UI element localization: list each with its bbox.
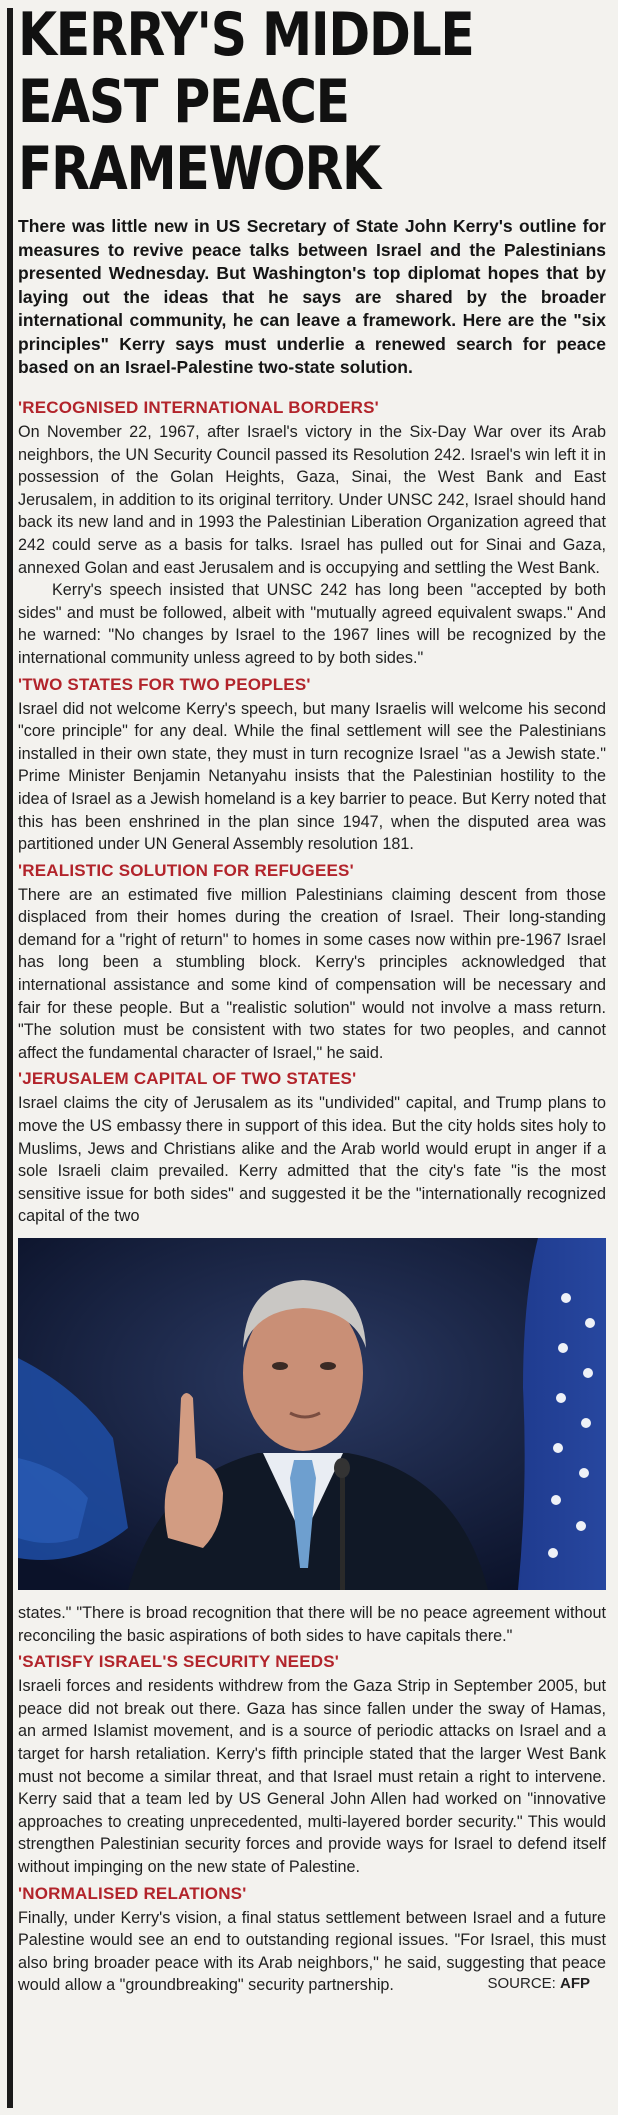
section-heading-jerusalem: 'JERUSALEM CAPITAL OF TWO STATES': [18, 1069, 357, 1089]
article-content: [18, 0, 606, 2017]
section-refugees-paragraph: There are an estimated five million Palestinians claiming descent from those displaced from their homes during the creation of Israel. Their long-standing demand for a "right of return" to homes in some cases now within pre-1967 Israel has long been a stumbling block. Kerry's principles acknowledged that international assistance and some kind of compensation will be necessary and fair for these people. But a "realistic solution" would not involve a mass return. "The solution must be consistent with two states for two peoples, and cannot affect the fundamental character of Israel," he said.: [18, 885, 606, 1062]
section-heading-security: 'SATISFY ISRAEL'S SECURITY NEEDS': [18, 1652, 340, 1672]
section-normalised-paragraph: Finally, under Kerry's vision, a final status settlement between Israel and a future Palestine would see an end to outstanding regional issues. "For Israel, this must also bring broader peace with its Arab neighbors," he said, suggesting that peace would allow a "groundbreaking" security partnership.: [18, 1908, 606, 1995]
section-heading-normalised: 'NORMALISED RELATIONS': [18, 1883, 247, 1903]
section-borders-paragraph-1: On November 22, 1967, after Israel's victory in the Six-Day War over its Arab neighbors, the UN Security Council passed its Resolution 242. Israel's win left it in possession of the Golan Heights, Gaza, Sinai, the West Bank and East Jerusalem, in addition to its original territory. Under UNSC 242, Israel should hand back its new land and in 1993 the Palestinian Liberation Organization agreed that 242 could serve as a basis for talks. Israel has pulled out for Sinai and Gaza, annexed Golan and east Jerusalem and is occupying and settling the West Bank.: [18, 423, 606, 577]
left-column-rule: [7, 8, 13, 2108]
source-credit: SOURCE: AFP: [487, 1974, 590, 1992]
kerry-photo-illustration: [18, 1238, 606, 1590]
kerry-photo: [18, 1238, 606, 1590]
section-security-paragraph: Israeli forces and residents withdrew from the Gaza Strip in September 2005, but peace did not break out there. Gaza has since fallen under the sway of Hamas, an armed Islamist movement, and is a source of periodic attacks on Israel and a target for harsh retaliation. Kerry's fifth principle stated that the larger West Bank must not become a similar threat, and that Israel must retain a right to intervene. Kerry said that a team led by US General John Allen had worked on "innovative approaches to creating unprecedented, multi-layered border security." This would strengthen Palestinian security forces and provide ways for Israel to defend itself without impinging on the new state of Palestine.: [18, 1677, 606, 1876]
section-heading-borders: 'RECOGNISED INTERNATIONAL BORDERS': [18, 398, 379, 417]
section-jerusalem-paragraph-1: Israel claims the city of Jerusalem as its "undivided" capital, and Trump plans to move the US embassy there in support of this idea. But the city holds sites holy to Muslims, Jews and Christians alike and the Arab world would erupt in anger if a sole Israeli claim prevailed. Kerry admitted that the city's fate "is the most sensitive issue for both sides" and suggested it be the "internationally recognized capital of the two: [18, 1094, 606, 1226]
intro-paragraph: There was little new in US Secretary of State John Kerry's outline for measures to revive peace talks between Israel and the Palestinians presented Wednesday. But Washington's top diplomat hopes that by laying out the ideas that he says are shared by the broader international community, he can leave a framework. Here are the "six principles" Kerry says must underlie a renewed search for peace based on an Israel-Palestine two-state solution.: [18, 216, 606, 377]
section-heading-two-states: 'TWO STATES FOR TWO PEOPLES': [18, 674, 311, 694]
section-two-states-paragraph: Israel did not welcome Kerry's speech, but many Israelis will welcome his second "core principle" for any deal. While the final settlement will see the Palestinians installed in their own state, they must in turn recognize Israel "as a Jewish state." Prime Minister Benjamin Netanyahu insists that the Palestinian hostility to the idea of Israel as a Jewish homeland is a key barrier to peace. But Kerry noted that this has been enshrined in the plan since 1947, when the disputed area was partitioned under UN General Assembly resolution 181.: [18, 699, 606, 854]
source-row: [18, 1974, 606, 2017]
section-heading-refugees: 'REALISTIC SOLUTION FOR REFUGEES': [18, 860, 354, 880]
section-jerusalem-paragraph-2: states." "There is broad recognition that there will be no peace agreement without reconciling the basic aspirations of both sides to have capitals there.": [18, 1604, 606, 1645]
headline: KERRY'S MIDDLE EAST PEACE FRAMEWORK: [18, 0, 474, 204]
section-borders-paragraph-2: Kerry's speech insisted that UNSC 242 has long been "accepted by both sides" and must be followed, albeit with "mutually agreed equivalent swaps." And he warned: "No changes by Israel to the 1967 lines will be recognized by the international community unless agreed to by both sides.": [18, 581, 606, 667]
